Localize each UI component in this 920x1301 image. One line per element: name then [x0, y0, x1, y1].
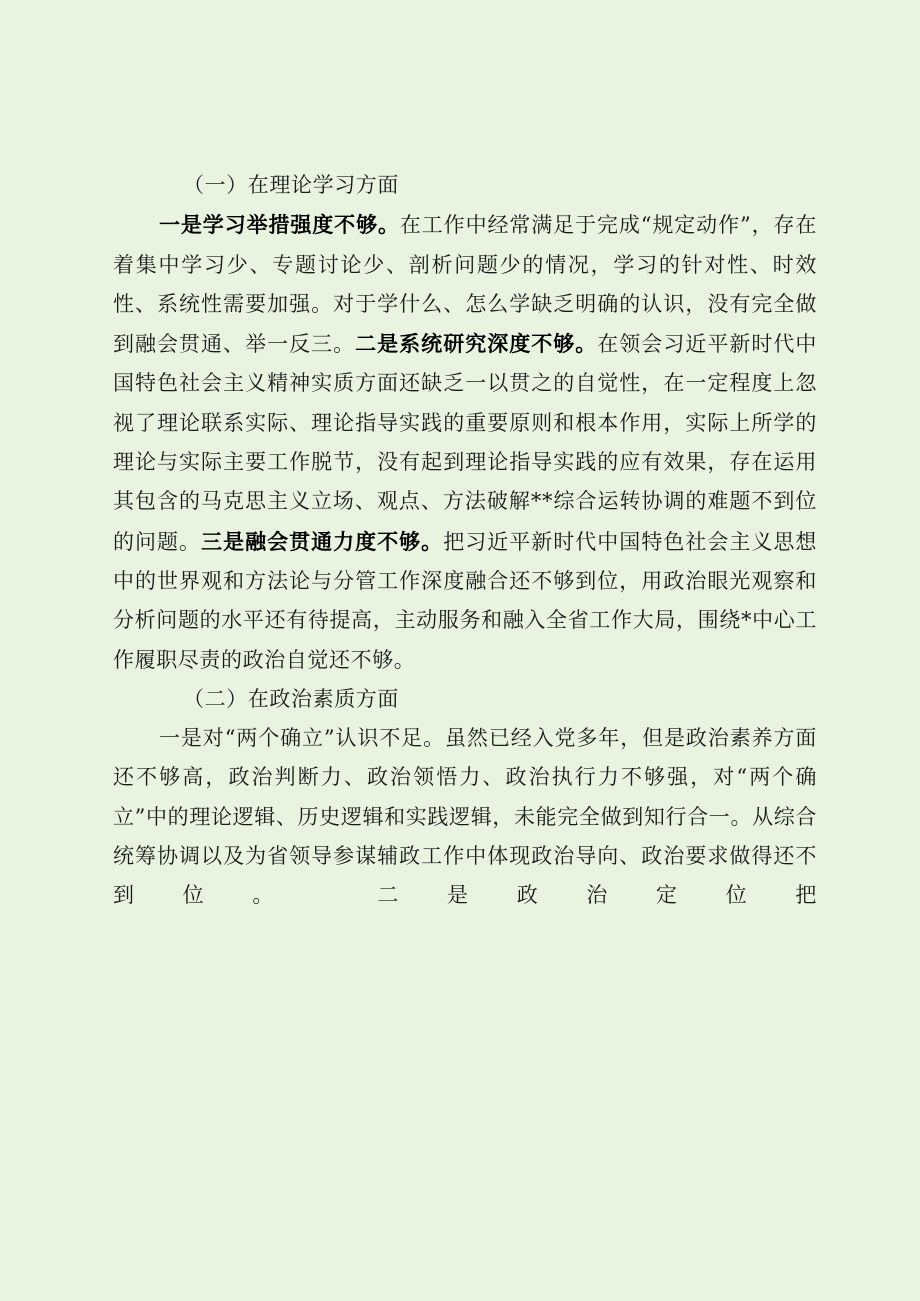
political-point-two-start: 二是政治定位把 [377, 883, 817, 908]
point-one-title: 一是学习举措强度不够。 [159, 212, 400, 238]
point-one-text: 在工作中经常满足于完成“规定动作”，存在着集中学习少、专题讨论少、剖析问题少的情况，学习的针对性、时效性、系统性需要加强。对于学什么、怎么学缺乏明确的认识，没有完全做到融会贯通、举一反三。 [113, 213, 817, 357]
paragraph-political-quality [113, 719, 817, 915]
section-heading-political-quality: （二）在政治素质方面 [183, 686, 399, 711]
document-body [113, 166, 817, 916]
point-three-title: 三是融会贯通力度不够。 [201, 528, 444, 554]
point-three-text: 把习近平新时代中国特色社会主义思想中的世界观和方法论与分管工作深度融合还不够到位，用政治眼光观察和分析问题的水平还有待提高，主动服务和融入全省工作大局，围绕*中心工作履职尽责的政治自觉还不够。 [113, 529, 817, 672]
point-two-title: 二是系统研究深度不够。 [355, 331, 598, 357]
paragraph-theory-study [113, 205, 817, 680]
point-two-text: 在领会习近平新时代中国特色社会主义精神实质方面还缺乏一以贯之的自觉性，在一定程度上忽视了理论联系实际、理论指导实践的重要原则和根本作用，实际上所学的理论与实际主要工作脱节，没有起到理论指导实践的应有效果，存在运用其包含的马克思主义立场、观点、方法破解**综合运转协调的难题不到位的问题。 [113, 332, 817, 554]
section-heading-theory-study: （一）在理论学习方面 [183, 173, 399, 197]
political-point-one-text: 一是对“两个确立”认识不足。虽然已经入党多年，但是政治素养方面还不够高，政治判断力、政治领悟力、政治执行力不够强，对“两个确立”中的理论逻辑、历史逻辑和实践逻辑，未能完全做到知行合一。从综合统筹协调以及为省领导参谋辅政工作中体现政治导向、政治要求做得还不到位。 [113, 726, 817, 908]
